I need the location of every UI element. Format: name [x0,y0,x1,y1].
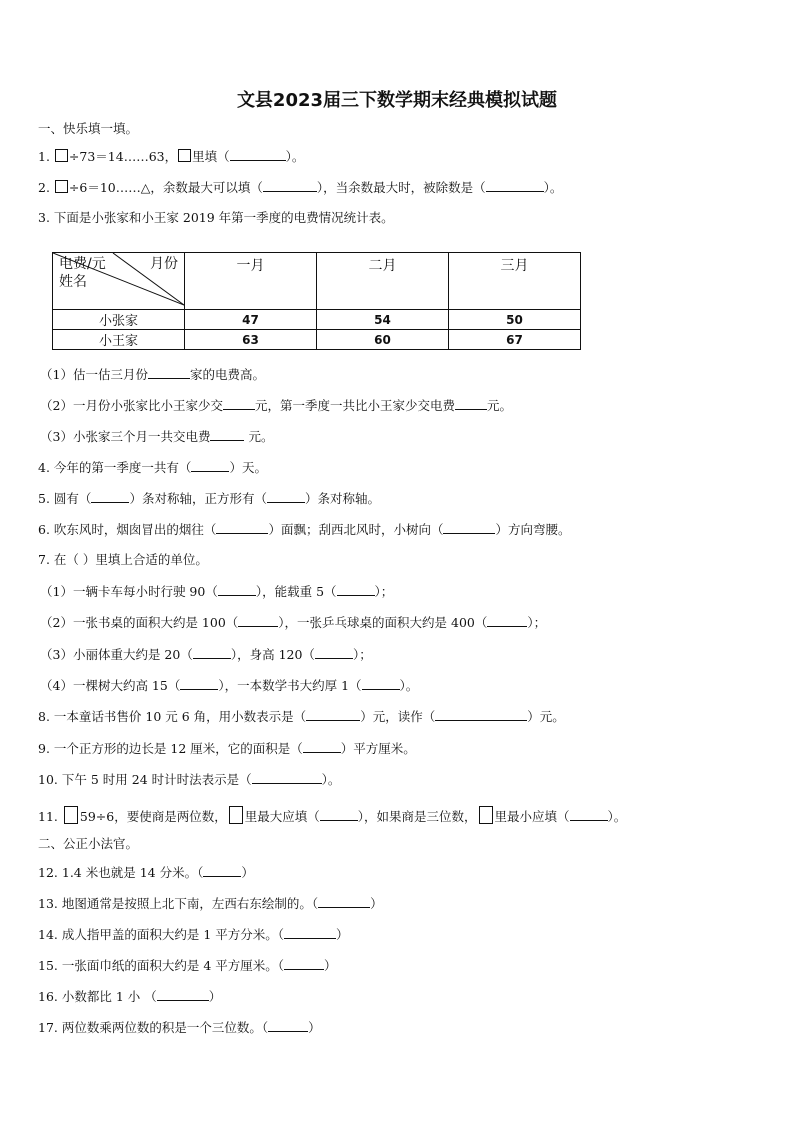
question-number: 7. [38,552,50,567]
question-number: 4. [38,460,50,475]
header-fee-label: 电费/元 [59,256,106,272]
question-number: 10. [38,772,58,787]
square-box-icon [229,806,243,824]
answer-blank[interactable] [337,583,375,596]
question-number: 6. [38,522,50,537]
question-7-4: （4）一棵树大约高 15（ ），一本数学书大约厚 1（ ）。 [40,678,419,693]
answer-blank[interactable] [230,148,286,161]
question-12: 12. 1.4 米也就是 14 分米。（ ） [38,865,254,880]
answer-blank[interactable] [268,1019,308,1032]
row-name: 小王家 [53,330,185,350]
section-2-heading: 二、公正小法官。 [38,836,139,851]
table-row [53,330,581,350]
answer-blank[interactable] [223,397,255,410]
question-number: 16. [38,989,58,1004]
square-box-icon [55,149,68,162]
answer-blank[interactable] [193,646,231,659]
answer-blank[interactable] [303,740,341,753]
answer-blank[interactable] [487,614,527,627]
question-number: 15. [38,958,58,973]
question-number: 11. [38,809,58,824]
question-16: 16. 小数都比 1 小 （ ） [38,989,222,1004]
month-header: 二月 [317,253,449,310]
question-14: 14. 成人指甲盖的面积大约是 1 平方分米。（ ） [38,927,349,942]
question-9: 9. 一个正方形的边长是 12 厘米，它的面积是（ ）平方厘米。 [38,741,416,756]
answer-blank[interactable] [216,521,268,534]
table-cell: 54 [317,310,449,330]
answer-blank[interactable] [91,490,129,503]
answer-blank[interactable] [486,179,544,192]
square-box-icon [55,180,68,193]
question-13: 13. 地图通常是按照上北下南，左西右东绘制的。（ ） [38,896,383,911]
answer-blank[interactable] [252,771,322,784]
question-3-1: （1）估一估三月份 家的电费高。 [40,367,265,382]
question-3-2: （2）一月份小张家比小王家少交 元，第一季度一共比小王家少交电费 元。 [40,398,512,413]
answer-blank[interactable] [320,808,358,821]
question-number: 8. [38,709,50,724]
question-15: 15. 一张面巾纸的面积大约是 4 平方厘米。（ ） [38,958,337,973]
question-7-2: （2）一张书桌的面积大约是 100（ ），一张乒乓球桌的面积大约是 400（ ）； [40,615,547,630]
question-7: 7. 在（ ）里填上合适的单位。 [38,552,208,567]
question-number: 13. [38,896,58,911]
question-number: 9. [38,741,50,756]
diagonal-header-cell [53,253,185,310]
row-name: 小张家 [53,310,185,330]
table-row [53,310,581,330]
answer-blank[interactable] [318,895,370,908]
question-7-3: （3）小丽体重大约是 20（ ），身高 120（ ）； [40,647,372,662]
question-17: 17. 两位数乘两位数的积是一个三位数。（ ） [38,1020,321,1035]
answer-blank[interactable] [191,459,229,472]
question-10: 10. 下午 5 时用 24 时计时法表示是（ ）。 [38,772,341,787]
answer-blank[interactable] [157,988,209,1001]
question-8: 8. 一本童话书售价 10 元 6 角，用小数表示是（ ）元，读作（ ）元。 [38,709,565,724]
table-cell: 67 [449,330,581,350]
answer-blank[interactable] [148,366,190,379]
question-number: 1. [38,149,50,164]
question-4: 4. 今年的第一季度一共有（ ）天。 [38,460,267,475]
square-box-icon [64,806,78,824]
answer-blank[interactable] [203,864,241,877]
question-11: 11. 59÷6，要使商是两位数， 里最大应填（ ），如果商是三位数， 里最小应填（ ）。 [38,806,626,825]
page-title: 文县2023届三下数学期末经典模拟试题 [236,90,558,111]
question-number: 14. [38,927,58,942]
question-5: 5. 圆有（ ）条对称轴，正方形有（ ）条对称轴。 [38,491,380,506]
square-box-icon [178,149,191,162]
month-header: 三月 [449,253,581,310]
question-7-1: （1）一辆卡车每小时行驶 90（ ），能载重 5（ ）； [40,584,394,599]
question-number: 17. [38,1020,58,1035]
question-1: 1. ÷73＝14……63， 里填（ ）。 [38,149,305,164]
answer-blank[interactable] [238,614,278,627]
answer-blank[interactable] [435,708,527,721]
answer-blank[interactable] [443,521,495,534]
table-cell: 60 [317,330,449,350]
answer-blank[interactable] [306,708,360,721]
header-name-label: 姓名 [59,274,87,290]
electricity-fee-table [52,252,581,350]
answer-blank[interactable] [210,428,244,441]
answer-blank[interactable] [218,583,256,596]
answer-blank[interactable] [570,808,608,821]
square-box-icon [479,806,493,824]
answer-blank[interactable] [315,646,353,659]
question-number: 12. [38,865,58,880]
table-cell: 47 [185,310,317,330]
question-3-3: （3）小张家三个月一共交电费 元。 [40,429,274,444]
answer-blank[interactable] [284,957,324,970]
question-number: 3. [38,210,50,225]
table-cell: 63 [185,330,317,350]
question-number: 2. [38,180,50,195]
question-3: 3. 下面是小张家和小王家 2019 年第一季度的电费情况统计表。 [38,210,394,225]
answer-blank[interactable] [362,677,400,690]
question-2: 2. ÷6＝10……△，余数最大可以填（ ），当余数最大时，被除数是（ ）。 [38,180,563,195]
section-1-heading: 一、快乐填一填。 [38,121,139,136]
answer-blank[interactable] [263,179,317,192]
month-header: 一月 [185,253,317,310]
answer-blank[interactable] [180,677,218,690]
answer-blank[interactable] [284,926,336,939]
table-cell: 50 [449,310,581,330]
header-month-label: 月份 [150,256,178,272]
question-number: 5. [38,491,50,506]
question-6: 6. 吹东风时，烟囱冒出的烟往（ ）面飘；刮西北风时，小树向（ ）方向弯腰。 [38,522,571,537]
answer-blank[interactable] [267,490,305,503]
answer-blank[interactable] [455,397,487,410]
